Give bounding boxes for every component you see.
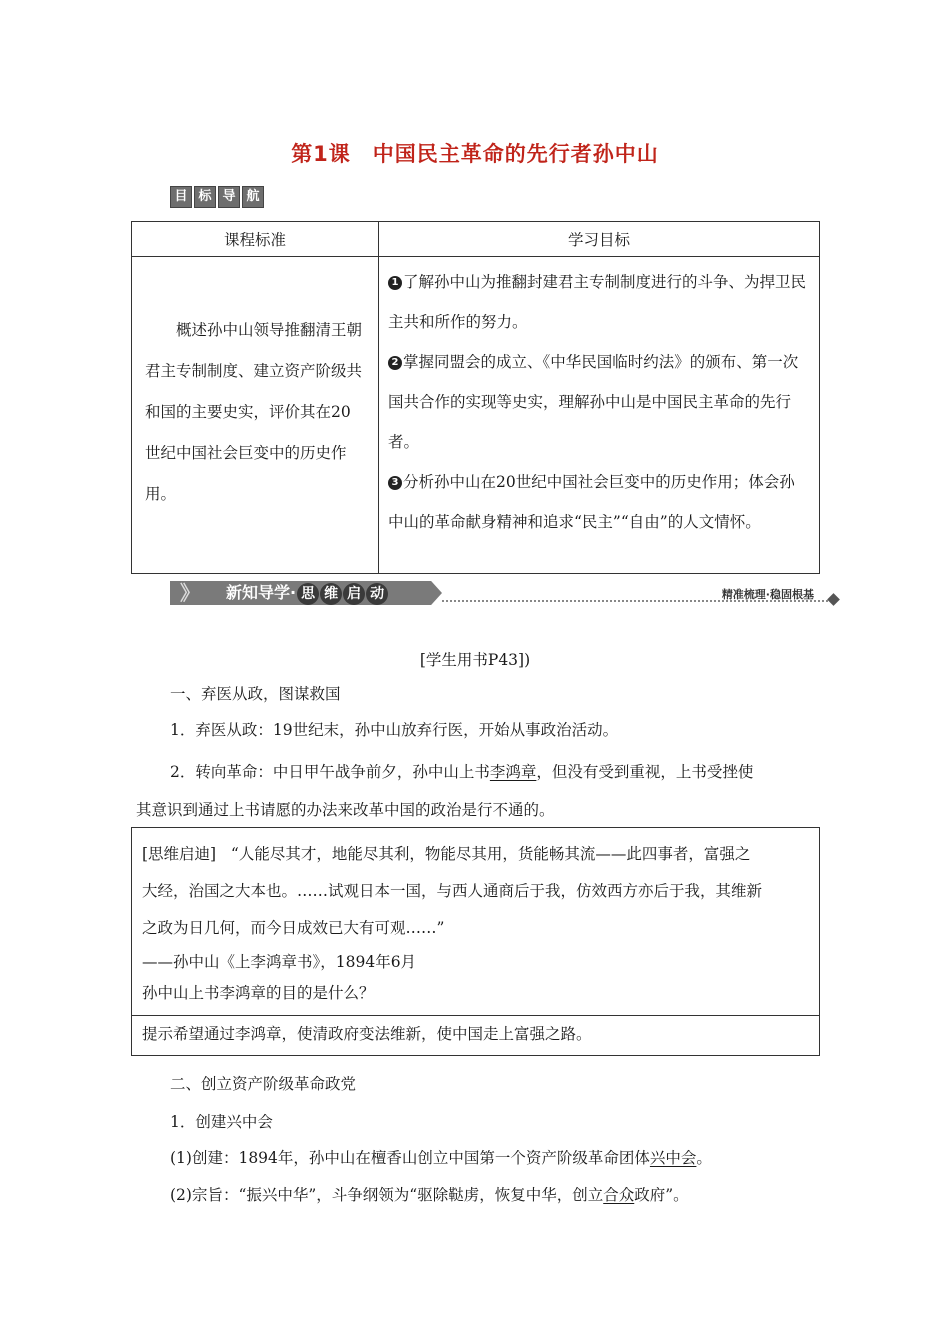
banner-label [226, 581, 388, 605]
text: ，但没有受到重视，上书受挫使 [536, 763, 754, 781]
quote-line: 大经，治国之大本也。……试观日本一国，与西人通商后于我，仿效西方亦后于我，其维新 [142, 882, 763, 900]
number-three-icon: 3 [388, 476, 402, 490]
paragraph [170, 1147, 712, 1169]
goal-navigation-badge [170, 186, 264, 208]
learning-objectives-cell [379, 257, 820, 574]
badge-char: 目 [170, 186, 192, 208]
key-term: 合众 [603, 1186, 635, 1204]
double-chevron-icon: 》 [180, 581, 200, 605]
section-heading: 二、创立资产阶级革命政党 [170, 1075, 357, 1093]
text: 政府”。 [634, 1186, 689, 1204]
objective-text: 了解孙中山为推翻封建君主专制制度进行的斗争、为捍卫民主共和所作的努力。 [388, 273, 807, 331]
text: 。 [696, 1149, 712, 1167]
goal-table [131, 221, 820, 574]
banner-badge-char: 维 [320, 583, 342, 605]
text: (1)创建：1894年，孙中山在檀香山创立中国第一个资产阶级革命团体 [170, 1149, 650, 1167]
lesson-title: 第1课 中国民主革命的先行者孙中山 [291, 142, 659, 166]
text: 2．转向革命：中日甲午战争前夕，孙中山上书 [170, 763, 490, 781]
banner-badge-char: 思 [297, 583, 319, 605]
key-term: 李鸿章 [489, 763, 537, 781]
paragraph [170, 761, 753, 783]
banner-right-text: 精准梳理·稳固根基 [721, 588, 814, 601]
objective-text: 掌握同盟会的成立、《中华民国临时约法》的颁布、第一次国共合作的实现等史实，理解孙中山是中国民主革命的先行者。 [388, 353, 799, 451]
key-term: 兴中会 [649, 1149, 697, 1167]
banner-dot: · [290, 583, 297, 602]
badge-char: 导 [218, 186, 240, 208]
course-standard-text: 概述孙中山领导推翻清王朝君主专制制度、建立资产阶级共和国的主要史实，评价其在20世纪中国社会巨变中的历史作用。 [145, 321, 363, 503]
badge-char: 标 [194, 186, 216, 208]
quote-line [142, 836, 809, 873]
objective-item [380, 258, 818, 342]
quote-source: ——孙中山《上李鸿章书》，1894年6月 [142, 953, 417, 971]
banner-badge-char: 动 [366, 583, 388, 605]
quote-line: 之政为日几何，而今日成效已大有可观……” [142, 919, 445, 937]
hint-text: 提示希望通过李鸿章，使清政府变法维新，使中国走上富强之路。 [132, 1015, 819, 1055]
course-standard-cell [132, 257, 379, 574]
objective-item [380, 462, 818, 542]
question-text: 孙中山上书李鸿章的目的是什么？ [142, 984, 375, 1002]
subheading: 1．创建兴中会 [170, 1113, 273, 1131]
section-banner [170, 578, 842, 606]
objective-item [380, 342, 818, 462]
text: (2)宗旨：“振兴中华”，斗争纲领为“驱除鞑虏，恢复中华，创立 [170, 1186, 604, 1204]
banner-text: 新知导学 [226, 583, 291, 602]
paragraph [170, 1184, 689, 1206]
header-course-standard: 课程标准 [132, 222, 379, 257]
number-two-icon: 2 [388, 356, 402, 370]
badge-char: 航 [242, 186, 264, 208]
quote-text: “人能尽其才，地能尽其利，物能尽其用，货能畅其流——此四事者，富强之 [230, 845, 751, 863]
diamond-icon [827, 593, 840, 606]
section-heading: 一、弃医从政，图谋救国 [170, 685, 341, 703]
paragraph: 其意识到通过上书请愿的办法来改革中国的政治是行不通的。 [136, 801, 555, 819]
objective-text: 分析孙中山在20世纪中国社会巨变中的历史作用；体会孙中山的革命献身精神和追求“民主”“自由”的人文情怀。 [388, 473, 795, 531]
header-learning-objectives: 学习目标 [379, 222, 820, 257]
thinking-question [132, 828, 819, 1015]
paragraph: 1．弃医从政：19世纪末，孙中山放弃行医，开始从事政治活动。 [170, 721, 619, 739]
number-one-icon: 1 [388, 276, 402, 290]
banner-badge-char: 启 [343, 583, 365, 605]
thinking-label: [思维启迪] [142, 845, 217, 863]
book-reference: [学生用书P43]) [419, 651, 531, 669]
thinking-box [131, 827, 820, 1056]
